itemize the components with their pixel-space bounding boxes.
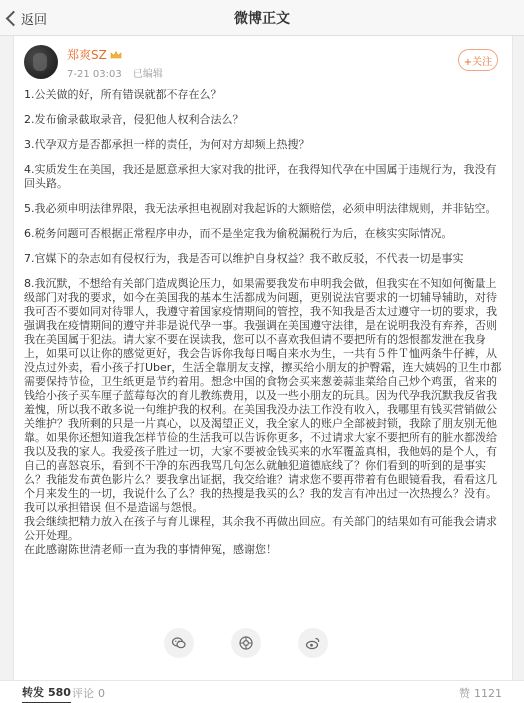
post-paragraph-1: 1.公关做的好，所有错误就都不存在么？ [24,88,222,101]
post-paragraph-3: 3.代孕双方是否都承担一样的责任，为何对方却频上热搜？ [24,138,310,151]
share-wechat-button[interactable] [164,628,194,658]
wechat-icon [171,635,187,651]
tab-likes[interactable] [459,685,502,701]
post-paragraph-4: 4.实质发生在美国，我还是愿意承担大家对我的批评，在我得知代孕在中国属于违规行为，我没有回头路。 [24,163,497,190]
share-moments-button[interactable] [231,628,261,658]
comment-label: 评论 [72,687,94,700]
post-paragraph-10: 我会继续把精力放入在孩子与育儿课程，其余我不再做出回应。有关部门的结果如有可能我会请求公开处理。 [24,515,497,542]
post-card [13,36,513,680]
post-paragraph-6: 6.税务问题可否根据正常程序申办，而不是坐定我为偷税漏税行为后，在核实实际情况。 [24,227,453,240]
edited-tag[interactable]: 已编辑 [132,69,163,80]
post-paragraph-7: 7.官媒下的杂志如有侵权行为，我是否可以维护自身权益？我不敢反驳，不代表一切是事实 [24,252,464,265]
share-row [14,628,514,664]
bottom-tab-bar [0,680,524,703]
post-paragraph-11: 在此感谢陈世清老师一直为我的事情伸冤，感谢您！ [24,543,277,556]
back-label: 返回 [21,12,48,28]
post-content [24,88,502,557]
post-paragraph-2: 2.发布偷录截取录音，侵犯他人权利合法么？ [24,113,244,126]
repost-count: 580 [48,686,71,699]
weibo-share-icon [305,635,321,651]
like-count: 1121 [474,687,502,700]
avatar[interactable] [24,45,58,79]
share-weibo-button[interactable] [298,628,328,658]
repost-label: 转发 [22,686,44,699]
page-title: 微博正文 [234,11,290,27]
moments-icon [238,635,254,651]
post-meta [67,65,171,80]
crown-icon [110,50,122,60]
post-paragraph-8: 8.我沉默，不想给有关部门造成舆论压力，如果需要我发布申明我会做，但我实在不知如何衡量上级部门对我的要求，如今在美国我的基本生活都成为问题，更别说法官要求的一切辅导辅助，对待我可否不要如同对待罪人，我遵守着国家疫情期间的管控，我不知我是否太过遵守一切的要求，我强调我在疫情期间的遵守并非是说代孕一事。我强调在美国遵守法律，是在说明我没有弃养，否则我在美国属于犯法。请大家不要在误读我，您可以不喜欢我但请不要把所有的怨恨都发泄在我身上，如果可以让你的感觉更好，我会告诉你我每日喝自来水为生，一共有５件Ｔ恤两条牛仔裤，从没点过外卖，看小孩子打Uber，生活全靠朋友支撑，擦买给小朋友的护臀霜，连大姨妈的卫生巾都需要保持节俭，卫生纸更是节约着用。想念中国的食物会买来葱姜蒜韭菜给自己炒个鸡蛋，省来的钱给小孩子买车厘子蓝莓每次的育儿教练费用，以及一些小朋友的玩具。因为代孕我沉默我反省我羞愧，所以我不敢多说一句维护我的权利。在美国我没办法工作没有收入，我哪里有钱买营销做公关维护？我所剩的只是一片真心，以及渴望正义，我全家人的账户全部被封锁，我除了朋友别无他靠。如果你还想知道我怎样节俭的生活我可以告诉你更多，不过请求大家不要把所有的脏水都泼给我以及我的家人。我爱孩子胜过一切，大家不要被金钱买来的水军覆盖真相，我他妈的是个人，有自己的喜怒哀乐，看到不干净的东西我骂几句怎么就触犯道德底线了？你们看到的听到的是事实么？我能发布黄色影片么？要我拿出证据，我交给谁？请求您不要再带着有色眼镜看我，看看这几个月来发生的一切，我说什么了么？我的热搜是我买的么？我的发言有冲出过一次热搜么？没有。 [24,277,502,500]
post-paragraph-5: 5.我必须申明法律界限，我无法承担电视剧对我起诉的大额赔偿，必须申明法律规则，并非钻空。 [24,202,497,215]
author-name[interactable] [67,46,122,63]
follow-button[interactable]: +关注 [458,49,498,71]
tab-comment[interactable] [72,685,105,701]
author-name-text: 郑爽SZ [67,48,107,62]
post-paragraph-9: 我可以承担错误 但不是造谣与怨恨。 [24,501,204,514]
like-label: 赞 [459,687,470,700]
tab-repost[interactable] [22,684,71,703]
comment-count: 0 [98,687,105,700]
navigation-bar [0,0,524,36]
post-time: 7-21 03:03 [67,69,122,80]
